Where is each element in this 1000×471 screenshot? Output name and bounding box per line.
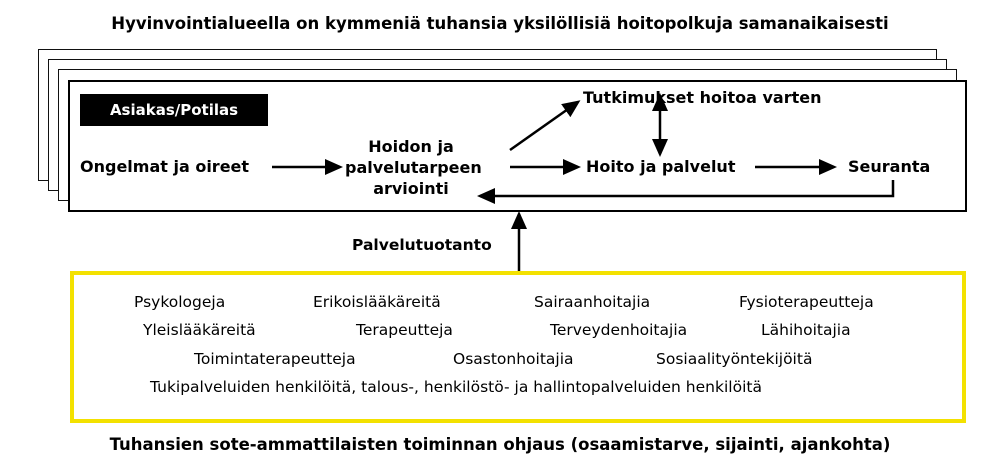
prof-physiotherapists: Fysioterapeutteja [739,293,874,311]
footer-caption: Tuhansien sote-ammattilaisten toiminnan ohjaus (osaamistarve, sijainti, ajankohta) [109,435,891,454]
arrow-assessment-to-research [510,102,578,150]
node-research-label: Tutkimukset hoitoa varten [583,88,822,107]
arrow-followup-back-to-assessment [480,180,893,196]
prof-psychologists: Psykologeja [134,293,226,311]
node-assessment-line3: arviointi [373,179,449,198]
prof-occupational-therapists: Toimintaterapeutteja [194,350,356,368]
node-followup-label: Seuranta [848,157,931,176]
node-assessment-line1: Hoidon ja [368,137,454,156]
prof-nurses: Sairaanhoitajia [534,293,651,311]
node-care-label: Hoito ja palvelut [586,157,736,176]
prof-public-health-nurses: Terveydenhoitajia [550,321,688,339]
prof-ward-nurses: Osastonhoitajia [453,350,574,368]
prof-social-workers: Sosiaalityöntekijöitä [656,350,813,368]
prof-therapists: Terapeutteja [356,321,453,339]
node-assessment-line2: palvelutarpeen [345,158,482,177]
diagram-title: Hyvinvointialueella on kymmeniä tuhansia yksilöllisiä hoitopolkuja samanaikaisesti [111,14,889,33]
prof-practical-nurses: Lähihoitajia [761,321,851,339]
prof-general-practitioners: Yleislääkäreitä [143,321,256,339]
prof-support-staff: Tukipalveluiden henkilöitä, talous-, henkilöstö- ja hallintopalveluiden henkilöitä [150,378,762,396]
node-problems-label: Ongelmat ja oireet [80,157,250,176]
prof-specialists: Erikoislääkäreitä [313,293,441,311]
patient-tag: Asiakas/Potilas [80,94,268,126]
service-production-label: Palvelutuotanto [352,236,492,254]
